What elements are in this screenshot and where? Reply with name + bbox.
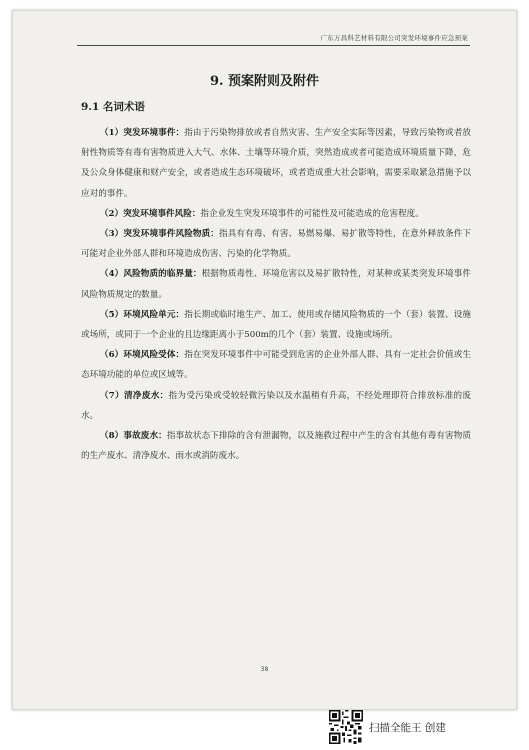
term-item [81,123,471,204]
term-definition: 指具有有毒、有害、易燃易爆、易扩散等特性，在意外释放条件下可能对企业外部人群和环境造成伤害、污染的化学物质。 [81,229,471,260]
term-label: （1）突发环境事件： [99,128,185,138]
term-item [81,204,471,224]
term-item [81,345,471,385]
scanned-page [12,10,517,710]
term-item [81,224,471,264]
term-label: （4）风险物质的临界量： [99,269,202,280]
term-item [81,386,471,426]
term-definition: 指为受污染或受较轻微污染以及水温稍有升高，不经处理即符合排放标准的废水。 [81,390,471,421]
scanner-brand-text: 扫描全能王 创建 [369,721,446,734]
term-label: （8）事故废水： [99,431,167,442]
term-definition: 指长期或临时地生产、加工、使用或存储风险物质的一个（套）装置、设施或场所，或同于一个企业的且边缘距离小于500m的几个（套）装置、设施或场所。 [81,309,471,341]
chapter-title: 9. 预案附则及附件 [209,74,320,89]
section-title: 9.1 名词术语 [81,101,145,113]
term-definition: 指在突发环境事件中可能受到危害的企业外部人群、具有一定社会价值或生态环境功能的单位或区域等。 [81,350,471,381]
term-item [81,305,471,345]
term-item [81,426,471,466]
term-label: （6）环境风险受体： [99,350,185,361]
scanner-watermark [329,708,446,746]
term-item [81,264,471,304]
term-label: （2）突发环境事件风险： [99,208,201,219]
term-definition: 指事故状态下排除的含有泄漏物，以及施救过程中产生的含有其他有毒有害物质的生产废水、清净废水、雨水或消防废水。 [81,431,471,462]
qr-code-icon [329,710,363,744]
term-definition: 指企业发生突发环境事件的可能性及可能造成的危害程度。 [200,208,424,219]
term-definition: 根据物质毒性、环境危害以及易扩散特性，对某种或某类突发环境事件风险物质规定的数量。 [81,269,471,300]
term-label: （3）突发环境事件风险物质： [99,229,219,240]
term-label: （7）清净废水： [99,390,169,401]
term-definition: 指由于污染物排放或者自然灾害、生产安全实际等因素，导致污染物或者放射性物质等有毒有害物质进入大气、水体、土壤等环境介质，突然造成或者可能造成环境质量下降，危及公众身体健康和财产安全，或者造成生态环境破坏，或者造成重大社会影响，需要采取紧急措施予以应对的事件。 [81,128,471,199]
header-rule [77,45,470,46]
page-number: 38 [260,666,269,673]
page-header: 广东万昌科艺材料有限公司突发环境事件应急预案 [320,34,468,42]
term-label: （5）环境风险单元： [99,309,185,320]
terms-list [81,123,471,466]
